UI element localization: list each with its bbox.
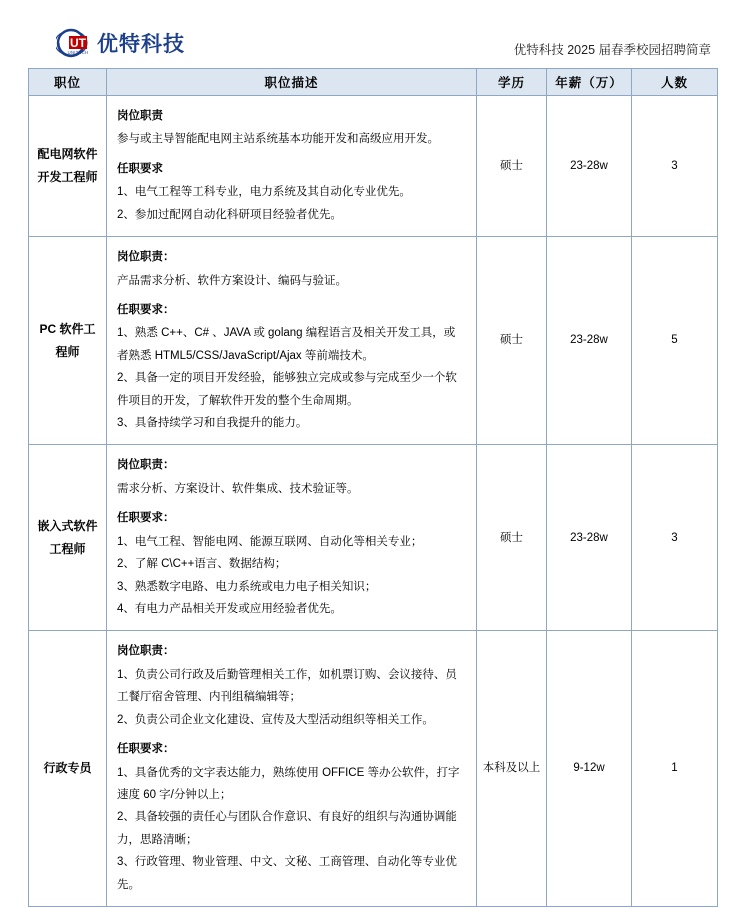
- duty-title: 岗位职责：: [117, 459, 175, 472]
- cell-position: PC 软件工程师: [29, 237, 107, 445]
- duty-line: 1、负责公司行政及后勤管理相关工作，如机票订购、会议接待、员工餐厅宿舍管理、内刊组稿编辑等；: [117, 668, 457, 704]
- cell-description: [107, 631, 477, 907]
- requirement-line: 1、电气工程等工科专业，电力系统及其自动化专业优先。: [117, 186, 411, 199]
- cell-count: 3: [632, 96, 718, 237]
- cell-education: 本科及以上: [477, 631, 547, 907]
- cell-education: 硕士: [477, 237, 547, 445]
- table-row: [29, 96, 718, 237]
- cell-position: 嵌入式软件工程师: [29, 445, 107, 631]
- cell-count: 1: [632, 631, 718, 907]
- requirement-line: 1、熟悉 C++、C# 、JAVA 或 golang 编程语言及相关开发工具，或者熟悉 HTML5/CSS/JavaScript/Ajax 等前端技术。: [117, 327, 456, 362]
- table-row: [29, 445, 718, 631]
- company-brand: [56, 28, 185, 62]
- table-row: [29, 237, 718, 445]
- requirement-line: 4、有电力产品相关开发或应用经验者优先。: [117, 603, 342, 616]
- requirement-title: 任职要求: [117, 162, 163, 175]
- cell-position: 配电网软件开发工程师: [29, 96, 107, 237]
- document-subtitle: 优特科技 2025 届春季校园招聘简章: [513, 43, 711, 57]
- column-header-education: 学历: [477, 69, 547, 96]
- column-header-salary: 年薪（万）: [547, 69, 632, 96]
- cell-salary: 23-28w: [547, 237, 632, 445]
- column-header-count: 人数: [632, 69, 718, 96]
- company-logo-icon: [56, 28, 90, 62]
- duty-line: 参与或主导智能配电网主站系统基本功能开发和高级应用开发。: [117, 133, 439, 146]
- duty-line: 需求分析、方案设计、软件集成、技术验证等。: [117, 482, 359, 495]
- requirement-line: 2、具备一定的项目开发经验，能够独立完成或参与完成至少一个软件项目的开发，了解软件开发的整个生命周期。: [117, 372, 457, 407]
- document-header: [28, 0, 717, 68]
- svg-text:UNITECH: UNITECH: [67, 50, 89, 55]
- cell-count: 5: [632, 237, 718, 445]
- duty-line: 2、负责公司企业文化建设、宣传及大型活动组织等相关工作。: [117, 713, 434, 726]
- duty-title: 岗位职责：: [117, 645, 175, 658]
- duty-line: 产品需求分析、软件方案设计、编码与验证。: [117, 274, 347, 287]
- requirement-line: 3、熟悉数字电路、电力系统或电力电子相关知识；: [117, 580, 377, 593]
- cell-salary: 23-28w: [547, 96, 632, 237]
- requirement-title: 任职要求：: [117, 743, 175, 756]
- requirement-title: 任职要求：: [117, 512, 175, 525]
- column-header-description: 职位描述: [107, 69, 477, 96]
- requirement-line: 1、电气工程、智能电网、能源互联网、自动化等相关专业；: [117, 535, 423, 548]
- cell-description: [107, 237, 477, 445]
- brand-name: 优特科技: [97, 32, 185, 56]
- cell-education: 硕士: [477, 445, 547, 631]
- cell-salary: 23-28w: [547, 445, 632, 631]
- duty-title: 岗位职责：: [117, 251, 175, 264]
- duty-title: 岗位职责: [117, 110, 163, 122]
- cell-salary: 9-12w: [547, 631, 632, 907]
- requirement-line: 2、具备较强的责任心与团队合作意识、有良好的组织与沟通协调能力，思路清晰；: [117, 811, 457, 846]
- cell-education: 硕士: [477, 96, 547, 237]
- table-header-row: [29, 69, 718, 96]
- requirement-line: 3、行政管理、物业管理、中文、文秘、工商管理、自动化等专业优先。: [117, 856, 457, 891]
- requirement-line: 3、具备持续学习和自我提升的能力。: [117, 417, 308, 430]
- column-header-position: 职位: [29, 69, 107, 96]
- table-row: [29, 631, 718, 907]
- cell-position: 行政专员: [29, 631, 107, 907]
- recruitment-table: [28, 68, 718, 907]
- cell-description: [107, 96, 477, 237]
- cell-count: 3: [632, 445, 718, 631]
- svg-text:UT: UT: [70, 36, 86, 50]
- requirement-title: 任职要求：: [117, 303, 175, 316]
- cell-description: [107, 445, 477, 631]
- requirement-line: 1、具备优秀的文字表达能力，熟练使用 OFFICE 等办公软件，打字速度 60 字/分钟以上；: [117, 766, 460, 801]
- requirement-line: 2、了解 C\C++语言、数据结构；: [117, 558, 287, 571]
- requirement-line: 2、参加过配网自动化科研项目经验者优先。: [117, 208, 342, 221]
